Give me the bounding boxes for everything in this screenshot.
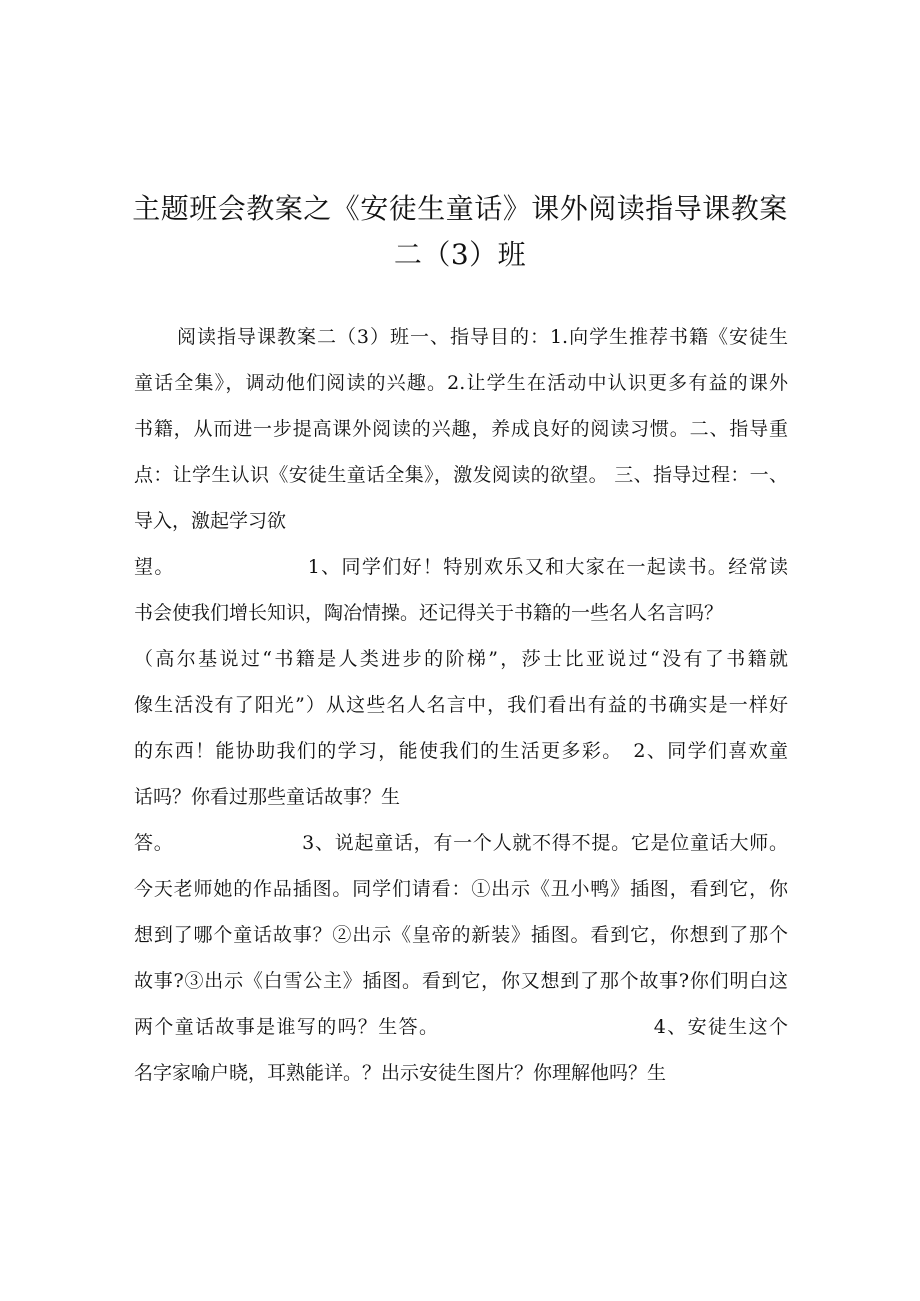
body-line: 望。 1、同学们好！特别欢乐又和大家在一起读书。经常读 (134, 556, 788, 578)
body-line: 今天老师她的作品插图。同学们请看：①出示《丑小鸭》插图，看到它，你 (134, 878, 788, 900)
body-line: 故事?③出示《白雪公主》插图。看到它，你又想到了那个故事?你们明白这 (134, 970, 788, 992)
body-line: 童话全集》，调动他们阅读的兴趣。2.让学生在活动中认识更多有益的课外 (134, 372, 788, 394)
body-line: 书会使我们增长知识，陶冶情操。还记得关于书籍的一些名人名言吗？ (134, 602, 724, 624)
body-line: 阅读指导课教案二（3）班一、指导目的：1.向学生推荐书籍《安徒生 (177, 326, 788, 348)
body-line: 答。 3、说起童话，有一个人就不得不提。它是位童话大师。 (134, 832, 788, 854)
body-line: 话吗？你看过那些童话故事？生 (134, 786, 401, 808)
document-title: 主题班会教案之《安徒生童话》课外阅读指导课教案 (132, 192, 788, 225)
body-line: 想到了哪个童话故事？②出示《皇帝的新装》插图。看到它，你想到了那个 (134, 924, 788, 946)
body-line: 像生活没有了阳光”）从这些名人名言中，我们看出有益的书确实是一样好 (134, 694, 788, 716)
body-line: 两个童话故事是谁写的吗？生答。 4、安徒生这个 (134, 1016, 788, 1038)
body-line: 导入，激起学习欲 (134, 510, 287, 532)
body-line: （高尔基说过“书籍是人类进步的阶梯”，莎士比亚说过“没有了书籍就 (134, 648, 788, 670)
document-subtitle: 二（3）班 (393, 238, 527, 271)
body-line: 名字家喻户晓，耳熟能详。？出示安徒生图片？你理解他吗？生 (134, 1062, 667, 1084)
body-line: 的东西！能协助我们的学习，能使我们的生活更多彩。 2、同学们喜欢童 (134, 740, 788, 762)
body-line: 点：让学生认识《安徒生童话全集》，激发阅读的欲望。 三、指导过程：一、 (134, 464, 788, 486)
body-line: 书籍，从而进一步提高课外阅读的兴趣，养成良好的阅读习惯。二、指导重 (134, 418, 788, 440)
